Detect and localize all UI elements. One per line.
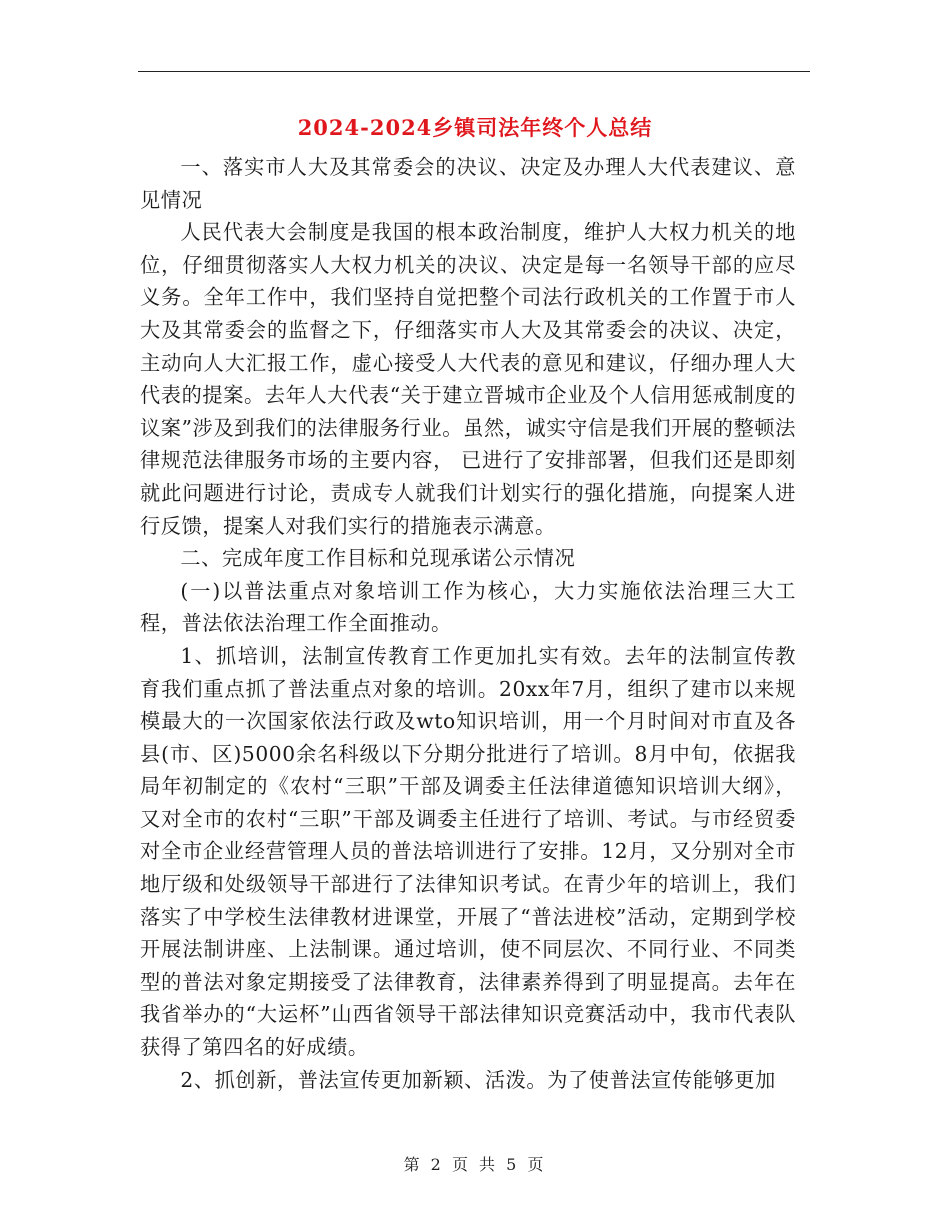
- page-footer: 第 2 页 共 5 页: [403, 1155, 547, 1174]
- document-title: 2024-2024乡镇司法年终个人总结: [297, 115, 653, 140]
- section-heading-1: 一、落实市人大及其常委会的决议、决定及办理人大代表建议、意见情况: [140, 155, 796, 212]
- subsection-heading-1: (一)以普法重点对象培训工作为核心，大力实施依法治理三大工程，普法依法治理工作全面推动。: [140, 578, 796, 636]
- paragraph-npc-system: 人民代表大会制度是我国的根本政治制度，维护人大权力机关的地位，仔细贯彻落实人大权力机关的决议、决定是每一名领导干部的应尽义务。全年工作中，我们坚持自觉把整个司法行政机关的工作置于市人大及其常委会的监督之下，仔细落实市人大及其常委会的决议、决定，主动向人大汇报工作，虚心接受人大代表的意见和建议，仔细办理人大代表的提案。去年人大代表“关于建立晋城市企业及个人信用惩戒制度的议案”涉及到我们的法律服务行业。虽然，诚实守信是我们开展的整顿法律规范法律服务市场的主要内容， 已进行了安排部署，但我们还是即刻就此问题进行讨论，责成专人就我们计划实行的强化措施，向提案人进行反馈，提案人对我们实行的措施表示满意。: [140, 220, 796, 538]
- paragraph-training: 1、抓培训，法制宣传教育工作更加扎实有效。去年的法制宣传教育我们重点抓了普法重点对象的培训。20xx年7月，组织了建市以来规模最大的一次国家依法行政及wto知识培训，用一个月时间对市直及各县(市、区)5000余名科级以下分期分批进行了培训。8月中旬，依据我局年初制定的《农村“三职”干部及调委主任法律道德知识培训大纲》，又对全市的农村“三职”干部及调委主任进行了培训、考试。与市经贸委对全市企业经营管理人员的普法培训进行了安排。12月，又分别对全市地厅级和处级领导干部进行了法律知识考试。在青少年的培训上，我们落实了中学校生法律教材进课堂，开展了“普法进校”活动，定期到学校开展法制讲座、上法制课。通过培训，使不同层次、不同行业、不同类型的普法对象定期接受了法律教育，法律素养得到了明显提高。去年在我省举办的“大运杯”山西省领导干部法律知识竞赛活动中，我市代表队获得了第四名的好成绩。: [140, 643, 796, 1060]
- document-body: [140, 151, 796, 1096]
- paragraph-innovation: 2、抓创新，普法宣传更加新颖、活泼。为了使普法宣传能够更加: [180, 1067, 776, 1092]
- header-rule: [138, 71, 810, 72]
- section-heading-2: 二、完成年度工作目标和兑现承诺公示情况: [180, 546, 576, 571]
